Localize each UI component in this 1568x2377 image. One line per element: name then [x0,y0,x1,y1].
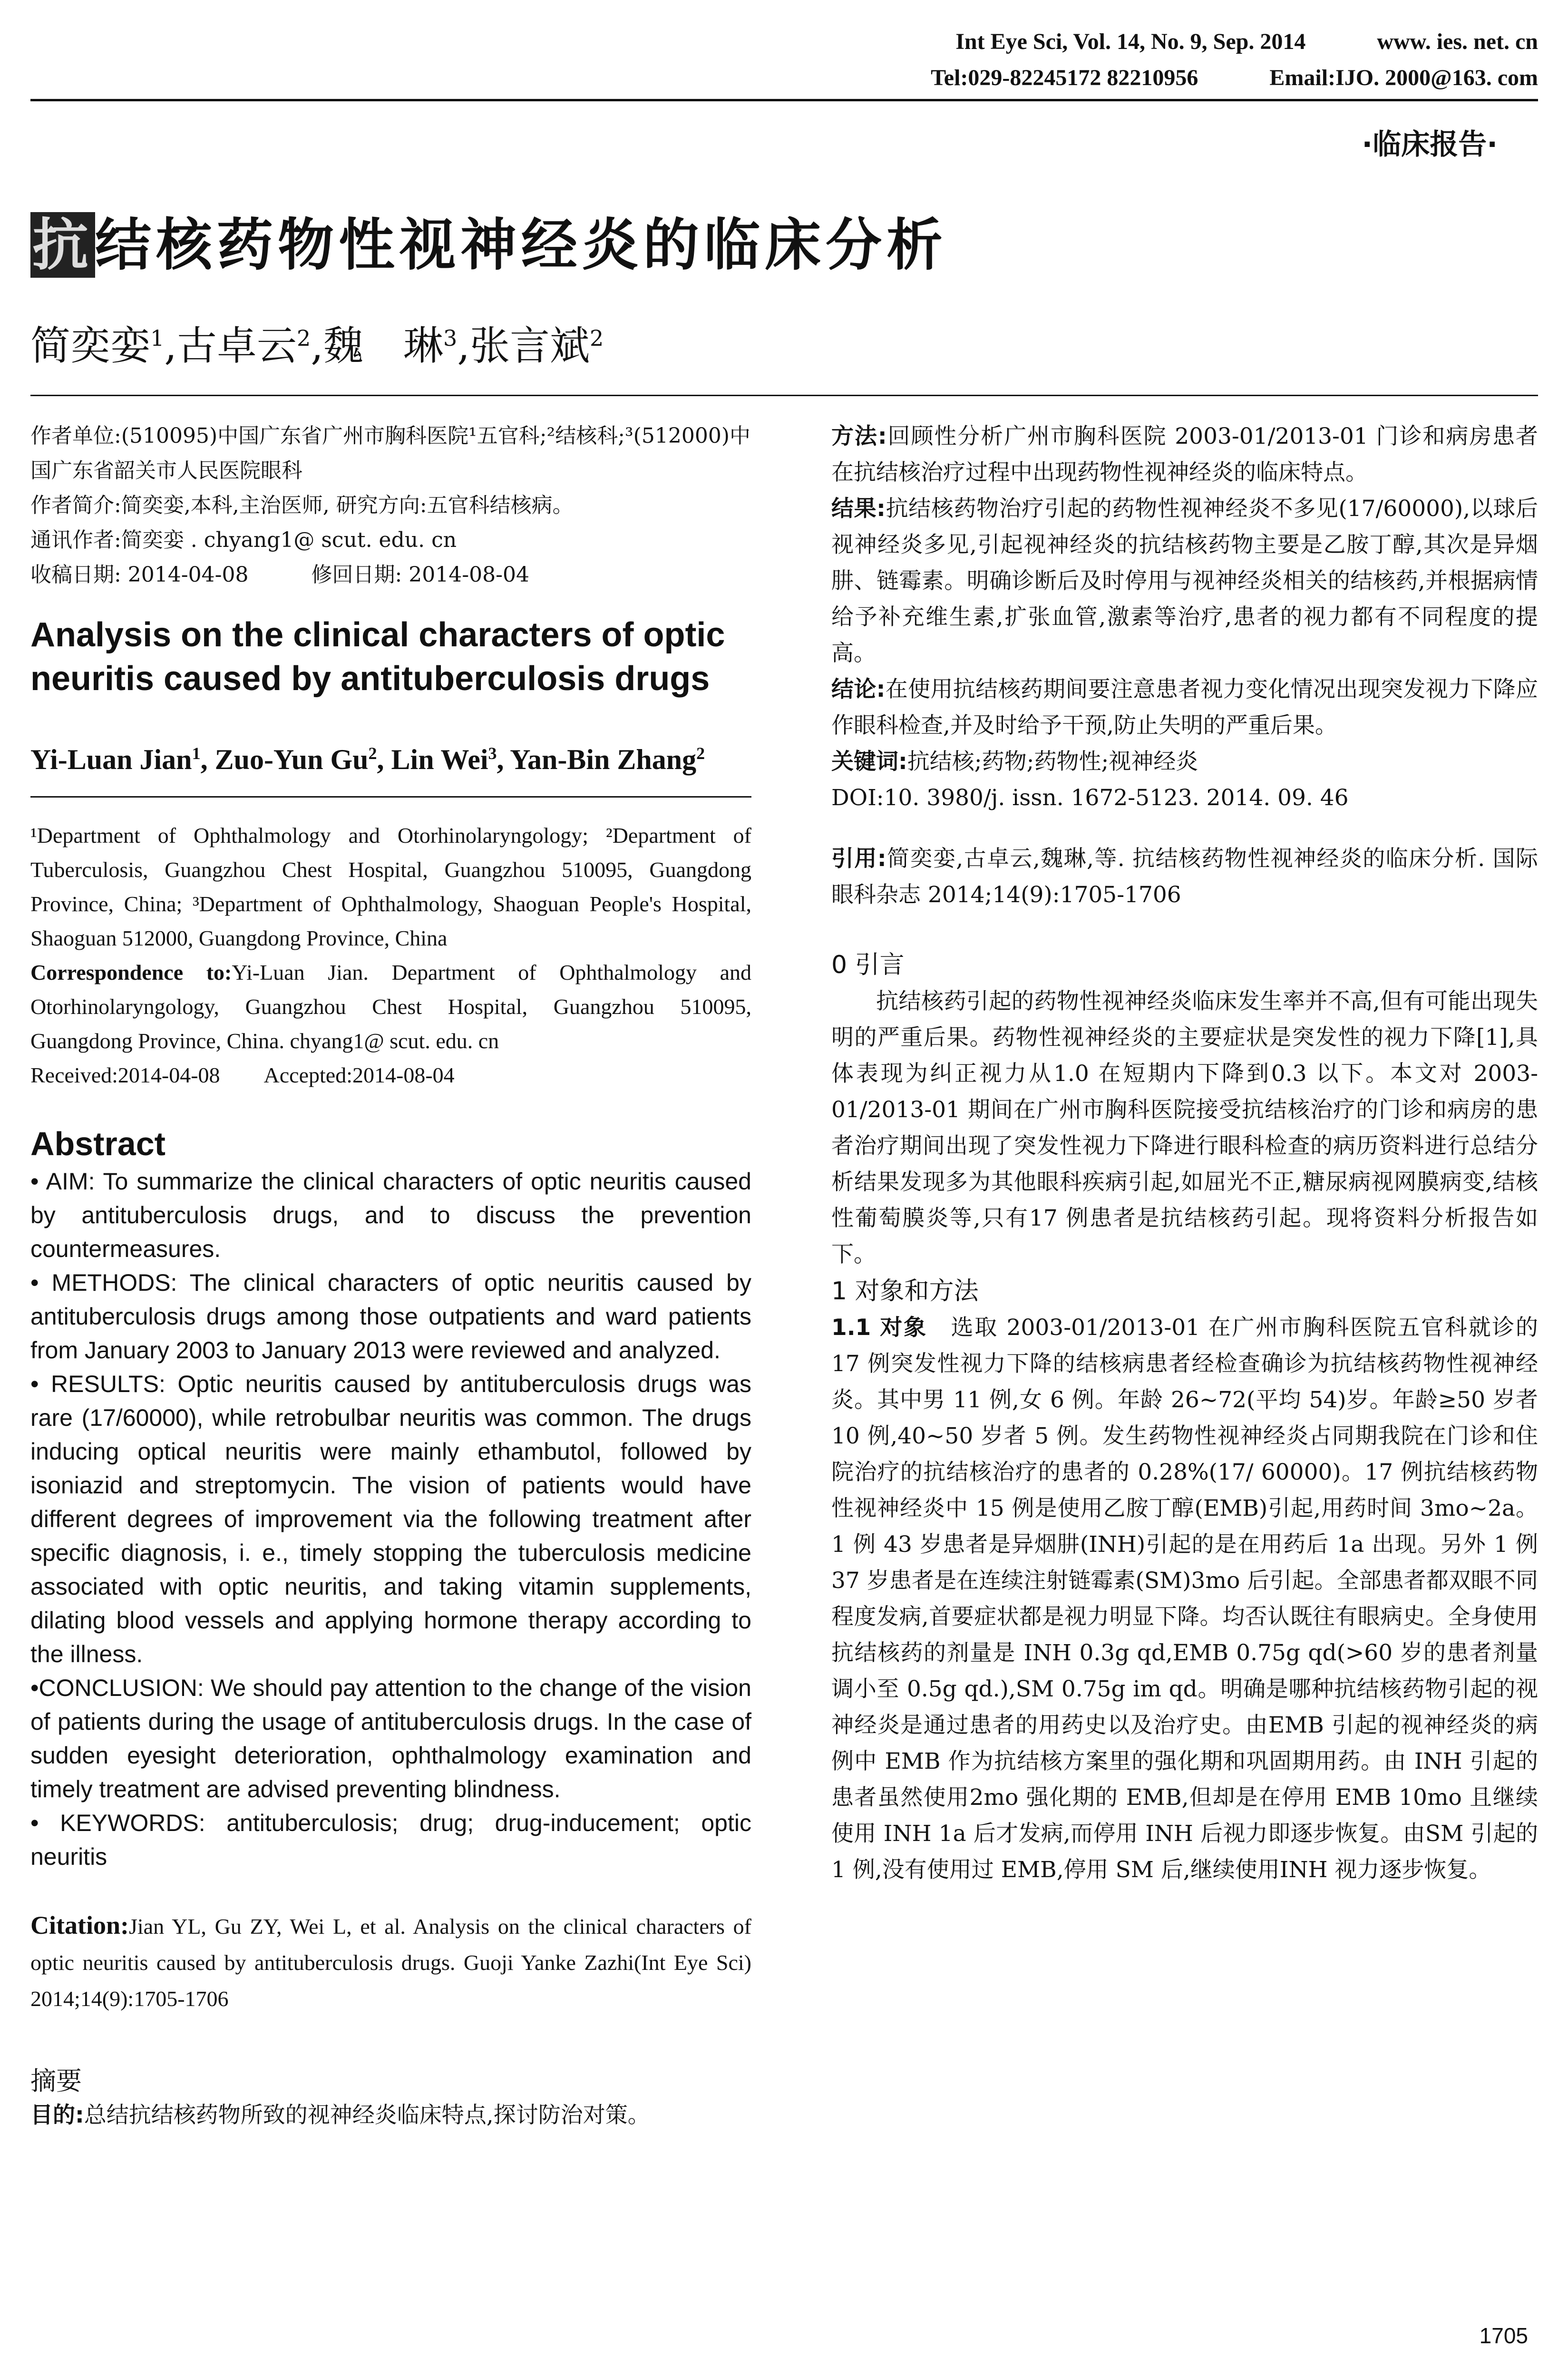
abstract-zh-methods: 方法:回顾性分析广州市胸科医院 2003-01/2013-01 门诊和病房患者在抗结核治疗过程中出现药物性视神经炎的临床特点。 [831,423,1539,486]
citation-en [30,1907,751,2017]
section-tag: ·临床报告· [1362,128,1498,161]
abstract-label: •CONCLUSION: [30,1675,204,1701]
citation-zh-label: 引用: [831,846,886,872]
abstract-conclusion: •CONCLUSION: We should pay attention to the change of the vision of patients during the usage of antituberculosis drugs. In the case of sudden eyesight deterioration, ophthalmology examination and timely treatment are advised preventing blindness. [30,1675,751,1802]
author-en: Lin Wei [391,744,488,775]
abstract-en [30,1165,751,1874]
title-initial-char: 抗 [30,212,95,278]
affiliation-block-zh [30,419,751,592]
abstract-methods: • METHODS: The clinical characters of optic neuritis caused by antituberculosis drugs among those outpatients and ward patients from January 2003 to January 2013 were reviewed and analyzed. [30,1269,751,1364]
author-en-affil: 2 [368,744,377,763]
author-zh-affil: 2 [297,325,311,351]
author-en: Yi-Luan Jian [30,744,192,775]
section-heading-intro: 0 引言 [831,951,905,979]
abstract-zh-heading: 摘要 [30,2066,82,2096]
abstract-zh-keywords: 关键词:抗结核;药物;药物性;视神经炎 [831,749,1198,775]
authors-divider [30,796,751,798]
doi: DOI:10. 3980/j. issn. 1672-5123. 2014. 09. 46 [831,785,1349,811]
author-zh: 魏 琳 [323,322,444,369]
affiliation-zh: 作者单位:(510095)中国广东省广州市胸科医院¹五官科;²结核科;³(512000)中国广东省韶关市人民医院眼科 [30,424,750,483]
dates-zh: 收稿日期: 2014-04-08 修回日期: 2014-08-04 [30,563,529,587]
author-bio-zh: 作者简介:简奕娈,本科,主治医师, 研究方向:五官科结核病。 [30,493,574,517]
journal-header-row1 [955,29,1538,55]
citation-zh: 引用:简奕娈,古卓云,魏琳,等. 抗结核药物性视神经炎的临床分析. 国际眼科杂志 2014;14(9):1705-1706 [831,846,1539,908]
abstract-results: • RESULTS: Optic neuritis caused by antituberculosis drugs was rare (17/60000), while retrobulbar neuritis was common. The drugs inducing optical neuritis were mainly ethambutol, followed by isoniazid and streptomycin. The vision of patients would have different degrees of improvement via the following treatment after specific diagnosis, i. e., timely stopping the tuberculosis medicine associated with optic neuritis, and taking vitamin supplements, dilating blood vessels and applying hormone therapy according to the illness. [30,1371,751,1667]
article-title-zh [30,200,947,281]
author-zh: 古卓云 [177,322,297,369]
author-zh: 简奕娈 [30,322,151,369]
author-zh-affil: 3 [443,325,458,351]
abstract-label: • KEYWORDS: [30,1810,205,1836]
subsection-heading-subjects: 1.1 对象 [831,1315,927,1341]
abstract-zh-aim: 目的:总结抗结核药物所致的视神经炎临床特点,探讨防治对策。 [30,2102,650,2128]
citation-text: Jian YL, Gu ZY, Wei L, et al. Analysis on the clinical characters of optic neuritis caused by antituberculosis drugs. Guoji Yanke Zazhi(Int Eye Sci) 2014;14(9):1705-1706 [30,1914,751,2011]
author-en: Yan-Bin Zhang [510,744,697,775]
abstract-heading: Abstract [30,1125,166,1162]
abstract-zh-label: 结果: [831,496,886,522]
abstract-zh-label: 关键词: [831,749,907,775]
abstract-zh-label: 目的: [30,2102,84,2128]
journal-tel: Tel:029-82245172 82210956 [931,65,1198,90]
author-en-affil: 1 [192,744,201,763]
authors-zh: 简奕娈$^1$,古卓云$^2$,魏 琳$^3$,张言斌$^2$ [30,322,604,369]
author-en-affil: 2 [696,744,705,763]
abstract-zh-label: 结论: [831,676,886,702]
journal-header [30,27,1538,101]
correspondence-label: Correspondence to: [30,960,232,984]
abstract-aim: • AIM: To summarize the clinical characters of optic neuritis caused by antituberculosis drugs, and to discuss the prevention countermeasures. [30,1168,751,1262]
abstract-zh-conclusion: 结论:在使用抗结核药期间要注意患者视力变化情况出现突发视力下降应作眼科检查,并及时给予干预,防止失明的严重后果。 [831,676,1539,739]
title-zh-rest: 结核药物性视神经炎的临床分析 [95,212,948,278]
author-en: Zuo-Yun Gu [214,744,369,775]
correspondence-en [30,955,751,1058]
abstract-label: • AIM: [30,1168,95,1195]
authors-en: Yi-Luan Jian$^1$, Zuo-Yun Gu$^2$, Lin Wei$^3$, Yan-Bin Zhang$^2$ [30,744,705,775]
right-column [831,419,1538,1888]
affiliation-en: ¹Department of Ophthalmology and Otorhinolaryngology; ²Department of Tuberculosis, Guangzhou Chest Hospital, Guangzhou 510095, Guangdong Province, China; ³Department of Ophthalmology, Shaoguan People's Hospital, Shaoguan 512000, Guangdong Province, China [30,823,751,950]
abstract-label: • RESULTS: [30,1371,166,1397]
author-zh-affil: 2 [590,325,604,351]
header-divider [30,395,1538,396]
article-title-en: Analysis on the clinical characters of optic neuritis caused by antituberculosis drugs [30,616,725,698]
journal-header-row2 [931,65,1538,91]
journal-citation: Int Eye Sci, Vol. 14, No. 9, Sep. 2014 [955,29,1306,54]
abstract-label: • METHODS: [30,1269,177,1296]
abstract-keywords: • KEYWORDS: antituberculosis; drug; drug-inducement; optic neuritis [30,1810,751,1870]
journal-website: www. ies. net. cn [1377,29,1538,54]
correspondence-text: Yi-Luan Jian. Department of Ophthalmology and Otorhinolaryngology, Guangzhou Chest Hospital, Guangzhou 510095, Guangdong Province, China. chyang1@ scut. edu. cn [30,960,751,1053]
abstract-zh-results: 结果:抗结核药物治疗引起的药物性视神经炎不多见(17/60000),以球后视神经炎多见,引起视神经炎的抗结核药物主要是乙胺丁醇,其次是异烟肼、链霉素。明确诊断后及时停用与视神经炎相关的结核药,并根据病情给予补充维生素,扩张血管,激素等治疗,患者的视力都有不同程度的提高。 [831,496,1538,666]
corresponding-author-zh: 通讯作者:简奕娈 . chyang1@ scut. edu. cn [30,528,457,552]
author-en-affil: 3 [488,744,497,763]
author-zh: 张言斌 [470,322,590,369]
methods-paragraph: 1.1 对象 选取 2003-01/2013-01 在广州市胸科医院五官科就诊的17 例突发性视力下降的结核病患者经检查确诊为抗结核药物性视神经炎。其中男 11 例,女 6 例。年龄 26~72(平均 54)岁。年龄≥50 岁者 10 例,40~50 岁者 5 例。发生药物性视神经炎占同期我院在门诊和住院治疗的抗结核治疗的患者的 0.28%(17/ 60000)。17 例抗结核药物性视神经炎中 15 例是使用乙胺丁醇(EMB)引起,用药时间 3mo~2a。1 例 43 岁患者是异烟肼(INH)引起的是在用药后 1a 出现。另外 1 例 37 岁患者是在连续注射链霉素(SM)3mo 后引起。全部患者都双眼不同程度发病,首要症状都是视力明显下降。均否认既往有眼病史。全身使用抗结核药的剂量是 INH 0.3g qd,EMB 0.75g qd(>60 岁的患者剂量调小至 0.5g qd.),SM 0.75g im qd。明确是哪种抗结核药物引起的视神经炎是通过患者的用药史以及治疗史。由EMB 引起的视神经炎的病例中 EMB 作为抗结核方案里的强化期和巩固期用药。由 INH 引起的患者虽然使用2mo 强化期的 EMB,但却是在停用 EMB 10mo 且继续使用 INH 1a 后才发病,而停用 INH 后视力即逐步恢复。由SM 引起的 1 例,没有使用过 EMB,停用 SM 后,继续使用INH 视力逐步恢复。 [831,1315,1539,1883]
left-column [30,419,751,2133]
section-heading-methods: 1 对象和方法 [831,1277,979,1305]
page-number: 1705 [1479,2323,1528,2348]
intro-paragraph: 抗结核药引起的药物性视神经炎临床发生率并不高,但有可能出现失明的严重后果。药物性视神经炎的主要症状是突发性的视力下降[1],具体表现为纠正视力从1.0 在短期内下降到0.3 以下。本文对 2003-01/2013-01 期间在广州市胸科医院接受抗结核治疗的门诊和病房的患者治疗期间出现了突发性视力下降进行眼科检查的病历资料进行总结分析结果发现多为其他眼科疾病引起,如屈光不正,糖尿病视网膜病变,结核性葡萄膜炎等,只有17 例患者是抗结核药引起。现将资料分析报告如下。 [831,988,1538,1267]
citation-label: Citation: [30,1911,129,1939]
dates-en: Received:2014-04-08 Accepted:2014-08-04 [30,1063,455,1087]
journal-email: Email:IJO. 2000@163. com [1269,65,1538,90]
abstract-zh-label: 方法: [831,423,887,449]
author-zh-affil: 1 [150,325,165,351]
